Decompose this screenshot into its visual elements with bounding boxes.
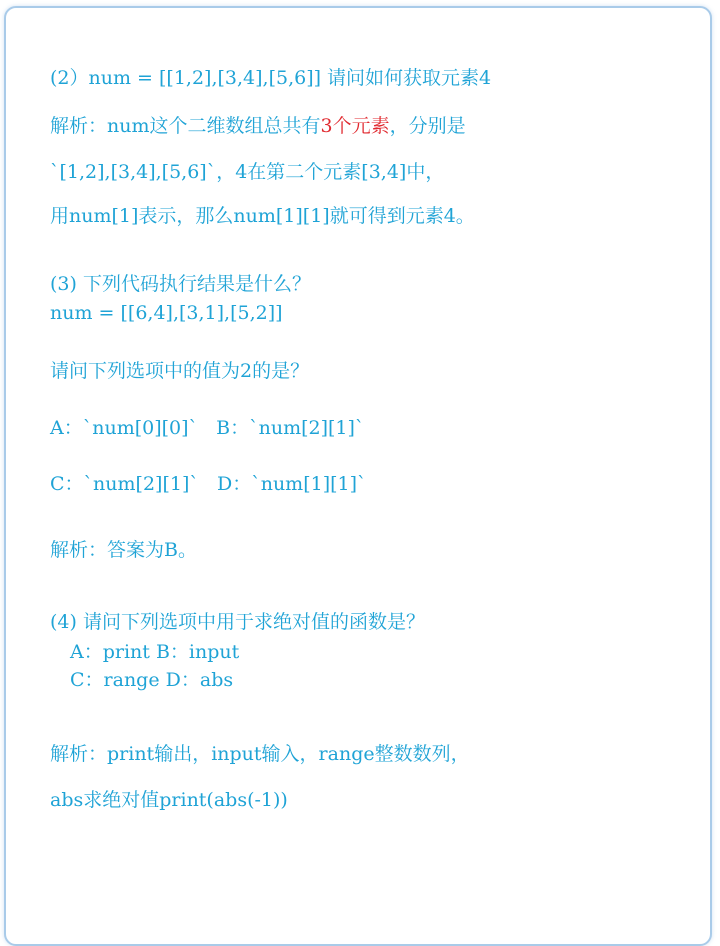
q3-prompt: 请问下列选项中的值为2的是？ bbox=[50, 360, 310, 382]
q2-highlight: 3个元素 bbox=[320, 115, 390, 137]
q3-question: (3) 下列代码执行结果是什么？ bbox=[50, 273, 311, 295]
q4-analysis-line-1: 解析：print输出，input输入，range整数数列， bbox=[50, 743, 470, 765]
q3-options-row-2: C：`num[2][1]` D：`num[1][1]` bbox=[50, 473, 367, 495]
q4-options-row-1: A：print B：input bbox=[70, 641, 240, 663]
q2-analysis-text: 解析：num这个二维数组总共有 bbox=[50, 115, 321, 137]
content-body bbox=[50, 8, 700, 944]
content-card bbox=[4, 6, 712, 946]
q2-analysis-line-3: 用num[1]表示，那么num[1][1]就可得到元素4。 bbox=[50, 205, 475, 227]
q3-options-row-1: A：`num[0][0]` B：`num[2][1]` bbox=[50, 417, 365, 439]
q2-analysis-line-1 bbox=[50, 114, 466, 138]
q3-code: num = [[6,4],[3,1],[5,2]] bbox=[50, 302, 283, 324]
q2-analysis-text-after: ，分别是 bbox=[389, 115, 466, 137]
q4-analysis-line-2: abs求绝对值print(abs(-1)) bbox=[50, 789, 288, 811]
q4-question: (4) 请问下列选项中用于求绝对值的函数是？ bbox=[50, 611, 425, 633]
q3-analysis: 解析：答案为B。 bbox=[50, 539, 197, 561]
q4-options-row-2: C：range D：abs bbox=[70, 669, 234, 691]
q2-question: (2）num = [[1,2],[3,4],[5,6]] 请问如何获取元素4 bbox=[50, 67, 492, 89]
q2-analysis-line-2: `[1,2],[3,4],[5,6]`，4在第二个元素[3,4]中， bbox=[50, 161, 445, 183]
